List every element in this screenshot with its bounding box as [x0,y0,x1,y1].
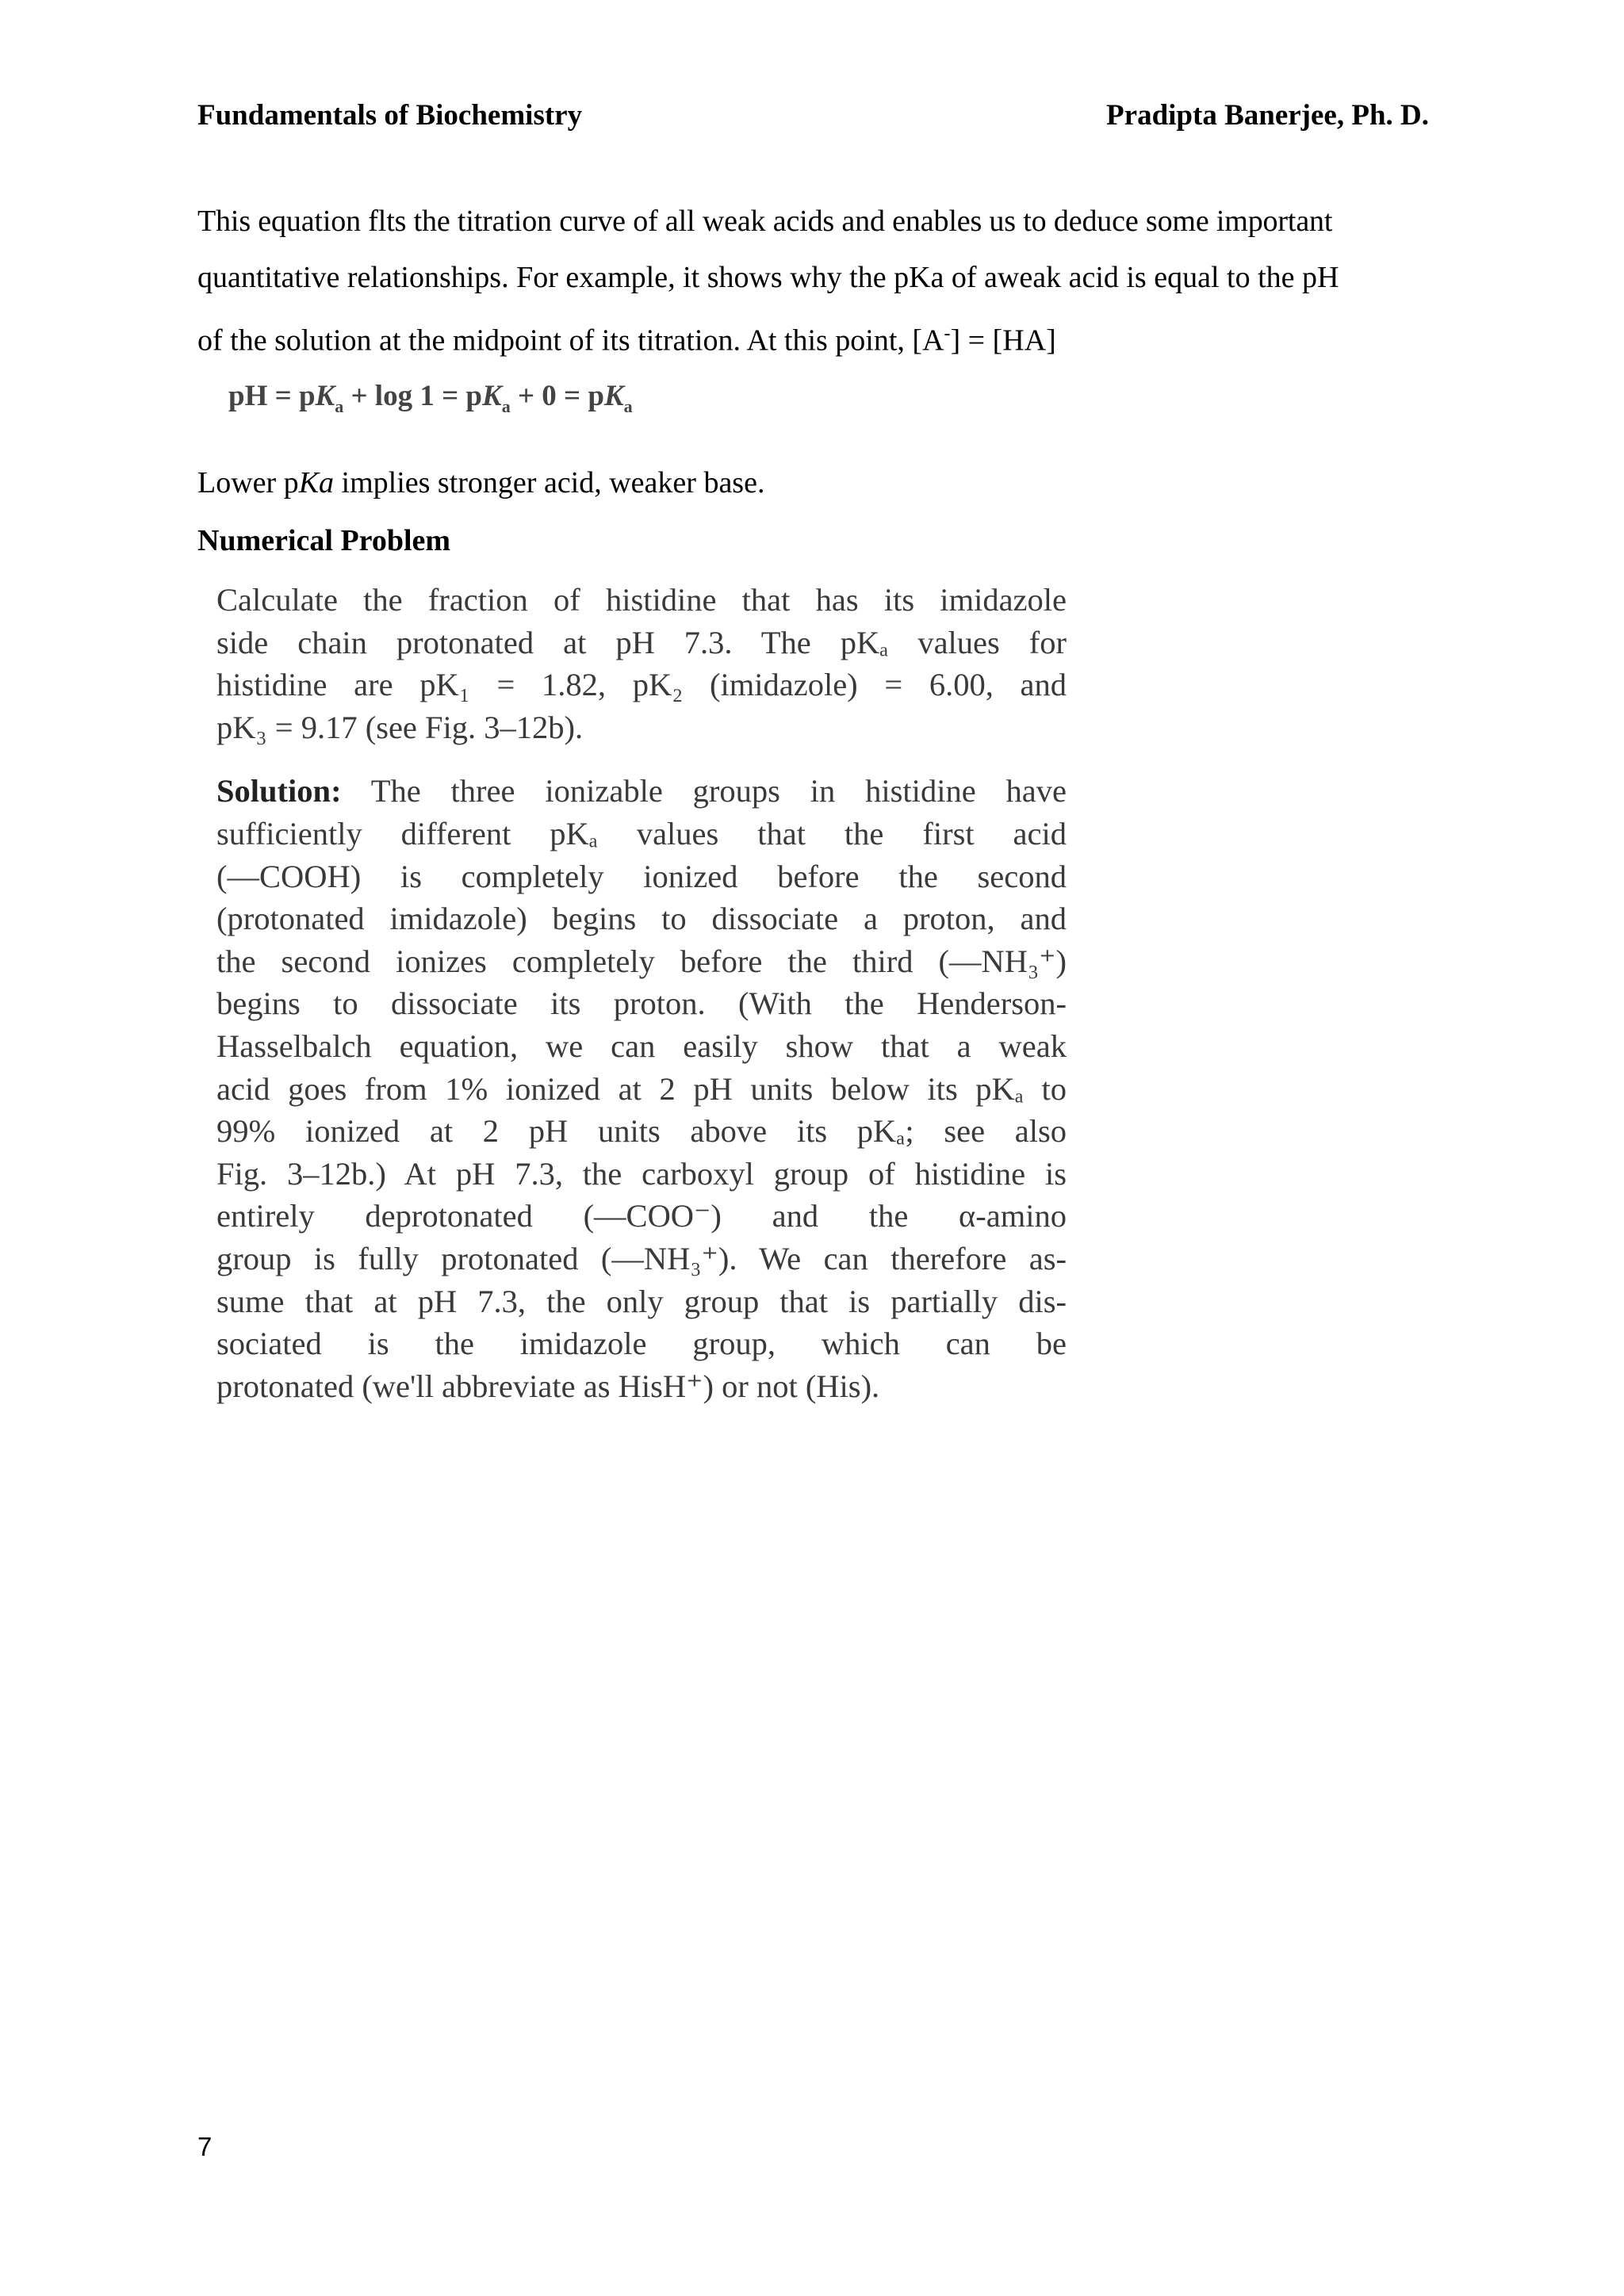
solution-label: Solution: [216,773,342,809]
eq-k-2: K [482,380,502,412]
problem-line: histidine are pK₁ = 1.82, pK₂ (imidazole) = 6.00, and [216,667,1067,703]
solution-line: the second ionizes completely before the third (—NH₃⁺) [216,943,1067,979]
section-heading: Numerical Problem [197,524,451,557]
problem-line: pK₃ = 9.17 (see Fig. 3–12b). [216,709,584,745]
solution-line: sociated is the imidazole group, which can be [216,1326,1067,1362]
eq-sub-a-3: a [623,396,633,416]
paragraph-line-3 [197,306,1434,369]
statement-ka-italic: Ka [298,466,335,499]
pka-statement [197,459,764,507]
header-book-title: Fundamentals of Biochemistry [197,99,583,132]
solution-line: begins to dissociate its proton. (With the Henderson- [216,985,1067,1022]
scanned-problem-excerpt [216,579,1067,1407]
problem-line: side chain protonated at pH 7.3. The pKₐ values for [216,624,1067,660]
solution-line: protonated (we'll abbreviate as HisH⁺) or not (His). [216,1368,880,1404]
line-3-suffix: ] = [HA] [950,323,1056,358]
line-3-prefix: of the solution at the midpoint of its titration. At this point, [A [197,323,944,358]
eq-sub-a-2: a [501,396,511,416]
eq-equals-p: = p [267,380,316,412]
paragraph-line-1: This equation flts the titration curve of all weak acids and enables us to deduce some important [197,205,1333,238]
paragraph-line-2: quantitative relationships. For example, it shows why the pKa of aweak acid is equal to the pH [197,261,1339,294]
body-paragraph [197,193,1434,369]
solution-line: sufficiently different pKₐ values that the first acid [216,815,1067,851]
solution-line: (—COOH) is completely ionized before the second [216,858,1067,894]
problem-line: Calculate the fraction of histidine that has its imidazole [216,582,1067,618]
solution-line: sume that at pH 7.3, the only group that is partially dis- [216,1283,1067,1319]
solution-line: 99% ionized at 2 pH units above its pKₐ; see also [216,1113,1067,1150]
eq-k-3: K [603,380,624,412]
statement-prefix: Lower p [197,466,299,499]
paragraph-gap [216,748,1067,770]
eq-log-term: + log 1 = p [343,380,482,412]
solution-line: Hasselbalch equation, we can easily show that a weak [216,1027,1067,1064]
solution-first-line [216,770,1067,813]
page-number: 7 [197,2132,213,2161]
eq-plus-zero: + 0 = p [510,380,604,412]
solution-line: entirely deprotonated (—COO⁻) and the α-amino [216,1198,1067,1234]
solution-line: (protonated imidazole) begins to dissociate a proton, and [216,901,1067,937]
eq-k-1: K [315,380,335,412]
header-author: Pradipta Banerjee, Ph. D. [1106,99,1429,132]
eq-ph: pH [228,380,268,412]
solution-line: group is fully protonated (—NH₃⁺). We can therefore as- [216,1240,1067,1276]
solution-first-line-text: The three ionizable groups in histidine have [341,773,1067,809]
eq-sub-a-1: a [335,396,344,416]
solution-line: Fig. 3–12b.) At pH 7.3, the carboxyl group of histidine is [216,1155,1067,1192]
anion-charge-superscript: - [944,323,951,344]
solution-line: acid goes from 1% ionized at 2 pH units below its pKₐ to [216,1070,1067,1107]
henderson-hasselbalch-midpoint-equation [228,376,633,420]
statement-suffix: implies stronger acid, weaker base. [334,466,765,499]
